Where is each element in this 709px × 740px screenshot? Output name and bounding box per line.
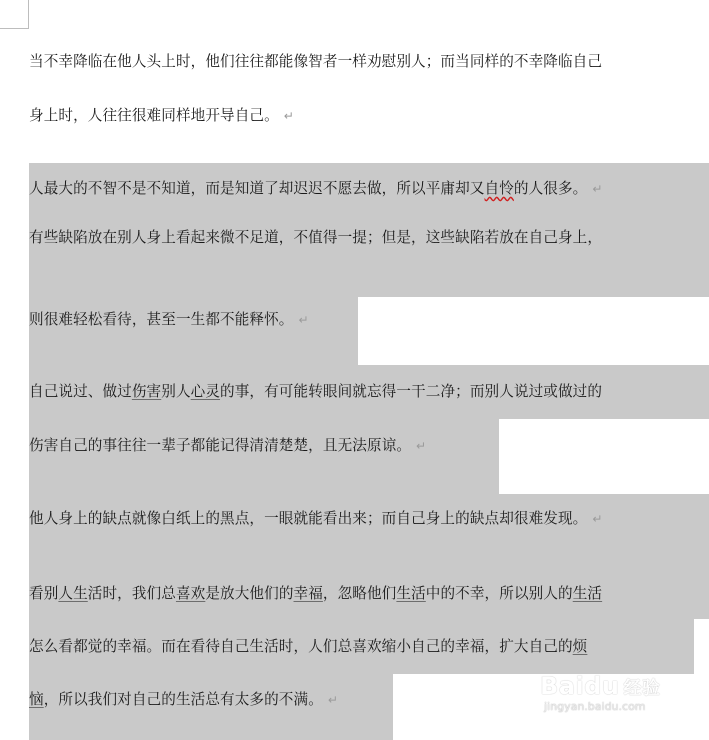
paragraph-mark-icon: ↵ bbox=[592, 182, 603, 196]
paragraph-mark-icon: ↵ bbox=[298, 313, 309, 327]
line-text: 则很难轻松看待，甚至一生都不能释怀。 bbox=[29, 311, 294, 328]
line-text: 有些缺陷放在别人身上看起来微不足道，不值得一提；但是，这些缺陷若放在自己身上， bbox=[29, 229, 603, 246]
line-text: 人最大的不智不是不知道，而是知道了却迟迟不愿去做，所以平庸却又自怜的人很多。 bbox=[29, 180, 588, 197]
paragraph-mark-icon: ↵ bbox=[283, 109, 294, 123]
doc-line-9[interactable] bbox=[29, 584, 602, 604]
line-text: 自己说过、做过伤害别人心灵的事，有可能转眼间就忘得一干二净；而别人说过或做过的 bbox=[29, 383, 603, 400]
doc-line-4[interactable] bbox=[29, 228, 602, 248]
watermark-brand: Baidu bbox=[540, 672, 620, 700]
doc-line-8[interactable] bbox=[29, 509, 603, 529]
line-text: 伤害自己的事往往一辈子都能记得清清楚楚，且无法原谅。 bbox=[29, 437, 412, 454]
line-text: 他人身上的缺点就像白纸上的黑点，一眼就能看出来；而自己身上的缺点却很难发现。 bbox=[29, 510, 588, 527]
selection-highlight bbox=[29, 419, 499, 494]
watermark-suffix: 经验 bbox=[623, 678, 661, 699]
paragraph-mark-icon: ↵ bbox=[416, 439, 427, 453]
line-text: 看别人生活时，我们总喜欢是放大他们的幸福，忽略他们生活中的不幸，所以别人的生活 bbox=[29, 585, 603, 602]
line-text: 恼，所以我们对自己的生活总有太多的不满。 bbox=[29, 691, 323, 708]
watermark-logo bbox=[540, 672, 705, 700]
doc-line-10[interactable] bbox=[29, 637, 587, 657]
watermark-url: jingyan.baidu.com bbox=[544, 700, 646, 713]
line-text: 当不幸降临在他人头上时，他们往往都能像智者一样劝慰别人；而当同样的不幸降临自己 bbox=[29, 53, 603, 70]
line-text: 怎么看都觉的幸福。而在看待自己生活时，人们总喜欢缩小自己的幸福，扩大自己的烦 bbox=[29, 638, 588, 655]
doc-line-7[interactable] bbox=[29, 436, 426, 456]
doc-line-1[interactable] bbox=[29, 52, 602, 72]
paragraph-mark-icon: ↵ bbox=[327, 693, 339, 707]
doc-line-3[interactable] bbox=[29, 179, 603, 199]
page-margin-corner-mark bbox=[0, 0, 29, 29]
baidu-jingyan-watermark bbox=[540, 672, 705, 722]
selection-highlight bbox=[29, 297, 358, 365]
doc-line-2[interactable] bbox=[29, 106, 294, 126]
doc-line-11[interactable] bbox=[29, 690, 338, 710]
paragraph-mark-icon: ↵ bbox=[592, 512, 603, 526]
doc-line-5[interactable] bbox=[29, 310, 309, 330]
line-text: 身上时，人往往很难同样地开导自己。 bbox=[29, 107, 279, 124]
doc-line-6[interactable] bbox=[29, 382, 602, 402]
